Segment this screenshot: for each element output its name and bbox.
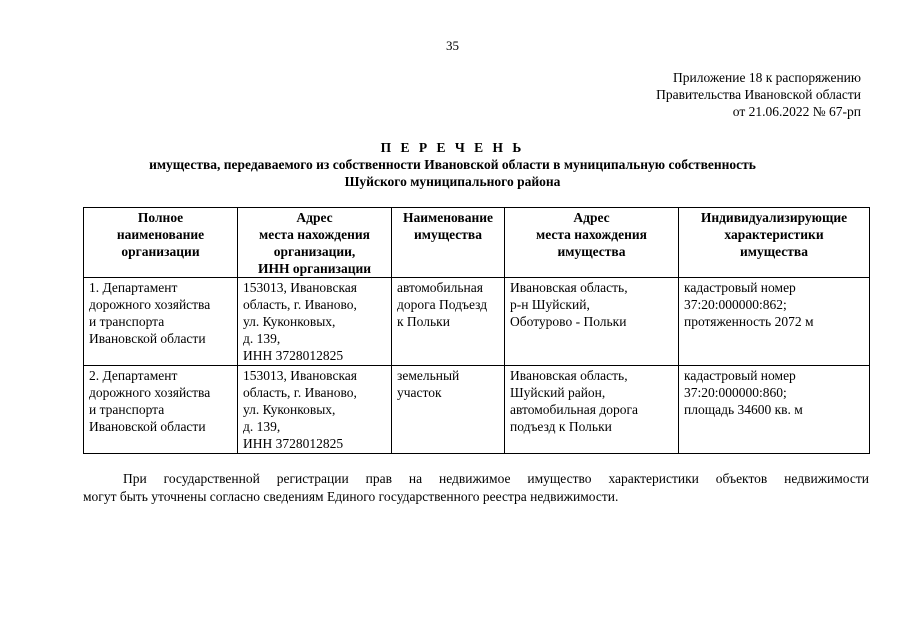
header-line: организации [121, 244, 200, 259]
cell-property-address [505, 366, 679, 454]
cell-line: д. 139, [243, 419, 281, 434]
cell-line: 153013, Ивановская [243, 368, 358, 383]
header-line: ИНН организации [257, 261, 372, 276]
cell-line: область, г. Иваново, [243, 385, 357, 400]
cell-org-name [84, 366, 238, 454]
header-line: характеристики [724, 227, 824, 242]
header-characteristics [679, 208, 870, 278]
cell-characteristics [679, 278, 870, 366]
cell-line: 37:20:000000:860; [684, 385, 787, 400]
cell-line: 37:20:000000:862; [684, 297, 787, 312]
cell-org-address [238, 366, 392, 454]
footnote-paragraph [83, 470, 869, 506]
cell-line: Ивановская область, [510, 368, 628, 383]
header-line: наименование [116, 227, 205, 242]
cell-org-name [84, 278, 238, 366]
title-line: Шуйского муниципального района [344, 174, 561, 189]
appendix-line: Правительства Ивановской области [656, 87, 861, 102]
header-property-address [505, 208, 679, 278]
table-row [84, 366, 870, 454]
appendix-note [656, 69, 861, 120]
header-line: Полное [137, 210, 184, 225]
cell-line: Шуйский район, [510, 385, 606, 400]
header-org-name [84, 208, 238, 278]
cell-line: Ивановской области [89, 331, 206, 346]
cell-property-name [392, 278, 505, 366]
cell-line: 153013, Ивановская [243, 280, 358, 295]
header-line: Адрес [573, 210, 610, 225]
note-line: При государственной регистрации прав на недвижимое имущество характеристики объектов недвижимости [123, 471, 869, 486]
property-table [83, 207, 870, 454]
cell-line: Ивановская область, [510, 280, 628, 295]
header-line: Наименование [403, 210, 493, 225]
appendix-line: от 21.06.2022 № 67-рп [732, 104, 861, 119]
header-line: Индивидуализирующие [700, 210, 848, 225]
cell-line: подъезд к Польки [510, 419, 612, 434]
table-row [84, 278, 870, 366]
cell-line: кадастровый номер [684, 280, 796, 295]
header-line: Адрес [296, 210, 333, 225]
cell-line: р-н Шуйский, [510, 297, 590, 312]
cell-line: Оботурово - Польки [510, 314, 627, 329]
title-heading: П Е Р Е Ч Е Н Ь [380, 140, 525, 155]
cell-line: Ивановской области [89, 419, 206, 434]
cell-line: область, г. Иваново, [243, 297, 357, 312]
header-line: организации, [273, 244, 356, 259]
page-number: 35 [446, 38, 459, 53]
cell-line: ИНН 3728012825 [243, 348, 344, 363]
cell-line: к Польки [397, 314, 450, 329]
cell-line: 2. Департамент [89, 368, 178, 383]
cell-line: 1. Департамент [89, 280, 178, 295]
cell-org-address [238, 278, 392, 366]
cell-line: дорожного хозяйства [89, 297, 211, 312]
cell-line: дорога Подъезд [397, 297, 488, 312]
header-line: места нахождения [536, 227, 647, 242]
note-line: могут быть уточнены согласно сведениям Единого государственного реестра недвижимости. [83, 489, 619, 504]
title-line: имущества, передаваемого из собственности Ивановской области в муниципальную собственность [149, 157, 756, 172]
cell-property-address [505, 278, 679, 366]
cell-line: автомобильная дорога [510, 402, 638, 417]
cell-line: протяженность 2072 м [684, 314, 814, 329]
cell-line: и транспорта [89, 402, 165, 417]
appendix-line: Приложение 18 к распоряжению [673, 70, 861, 85]
table-header-row [84, 208, 870, 278]
cell-line: кадастровый номер [684, 368, 796, 383]
cell-line: ул. Куконковых, [243, 402, 336, 417]
cell-line: д. 139, [243, 331, 281, 346]
header-org-address [238, 208, 392, 278]
cell-line: площадь 34600 кв. м [684, 402, 803, 417]
header-line: имущества [414, 227, 482, 242]
header-property-name [392, 208, 505, 278]
cell-line: дорожного хозяйства [89, 385, 211, 400]
cell-characteristics [679, 366, 870, 454]
document-title [0, 139, 905, 190]
cell-line: ИНН 3728012825 [243, 436, 344, 451]
cell-line: ул. Куконковых, [243, 314, 336, 329]
cell-line: земельный [397, 368, 460, 383]
header-line: имущества [740, 244, 808, 259]
cell-line: участок [397, 385, 442, 400]
cell-line: автомобильная [397, 280, 483, 295]
header-line: имущества [557, 244, 626, 259]
header-line: места нахождения [259, 227, 370, 242]
cell-property-name [392, 366, 505, 454]
cell-line: и транспорта [89, 314, 165, 329]
